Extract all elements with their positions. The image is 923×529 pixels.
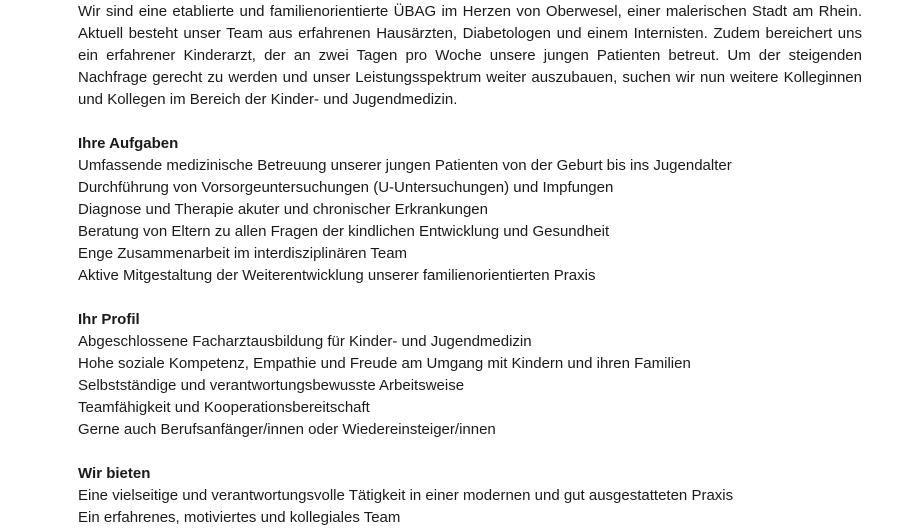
- section-heading-wir-bieten: Wir bieten: [78, 465, 151, 482]
- wir-bieten-item: Ein erfahrenes, motiviertes und kollegiales Team: [78, 509, 401, 526]
- profil-item: Hohe soziale Kompetenz, Empathie und Freude am Umgang mit Kindern und ihren Familien: [78, 355, 691, 372]
- profil-item: Selbstständige und verantwortungsbewusste Arbeitsweise: [78, 377, 465, 394]
- section-heading-aufgaben: Ihre Aufgaben: [78, 135, 179, 152]
- aufgaben-item: Diagnose und Therapie akuter und chronischer Erkrankungen: [78, 201, 488, 218]
- profil-item: Gerne auch Berufsanfänger/innen oder Wiedereinsteiger/innen: [78, 421, 496, 438]
- profil-item: Teamfähigkeit und Kooperationsbereitschaft: [78, 399, 370, 416]
- profil-item: Abgeschlossene Facharztausbildung für Kinder- und Jugendmedizin: [78, 333, 532, 350]
- aufgaben-item: Beratung von Eltern zu allen Fragen der kindlichen Entwicklung und Gesundheit: [78, 223, 610, 240]
- aufgaben-item: Umfassende medizinische Betreuung unserer jungen Patienten von der Geburt bis ins Jugendalter: [78, 157, 732, 174]
- aufgaben-item: Aktive Mitgestaltung der Weiterentwicklung unserer familienorientierten Praxis: [78, 267, 596, 284]
- section-heading-profil: Ihr Profil: [78, 311, 140, 328]
- aufgaben-item: Durchführung von Vorsorgeuntersuchungen (U-Untersuchungen) und Impfungen: [78, 179, 614, 196]
- wir-bieten-item: Eine vielseitige und verantwortungsvolle Tätigkeit in einer modernen und gut ausgestatteten Praxis: [78, 487, 734, 504]
- aufgaben-item: Enge Zusammenarbeit im interdisziplinären Team: [78, 245, 408, 262]
- intro-paragraph: Wir sind eine etablierte und familienorientierte ÜBAG im Herzen von Oberwesel, einer malerischen Stadt am Rhein. Aktuell besteht unser Team aus erfahrenen Hausärzten, Diabetologen und einem Internisten. Zudem bereichert uns ein erfahrener Kinderarzt, der an zwei Tagen pro Woche unsere jungen Patienten betreut. Um der steigenden Nachfrage gerecht zu werden und unser Leistungsspektrum weiter auszubauen, suchen wir nun weitere Kolleginnen und Kollegen im Bereich der Kinder- und Jugendmedizin.: [78, 3, 862, 108]
